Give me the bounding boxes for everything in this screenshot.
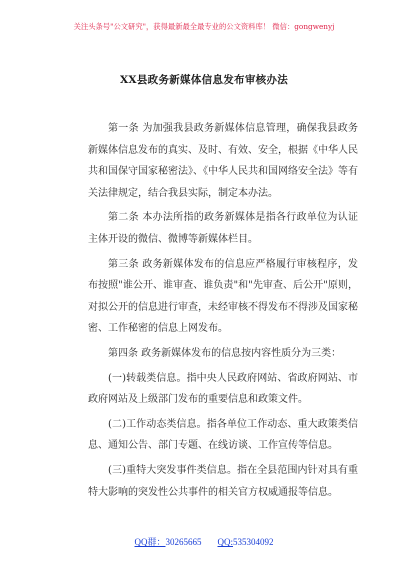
category-3-paragraph: (三)重特大突发事件类信息。指在全县范围内针对具有重特大影响的突发性公共事件的相关官方权威通报等信息。 xyxy=(88,464,358,498)
qq-group-number: 30265665 xyxy=(165,537,202,547)
document-body xyxy=(88,118,358,506)
article-2-paragraph: 第二条 本办法所指的政务新媒体是指各行政单位为认证主体开设的微信、微博等新媒体栏目。 xyxy=(88,212,358,245)
category-1-paragraph: (一)转载类信息。指中央人民政府网站、省政府网站、市政府网站及上级部门发布的重要信息和政策文件。 xyxy=(88,372,358,406)
qq-number: 535304092 xyxy=(233,537,274,547)
article-1-paragraph: 第一条 为加强我县政务新媒体信息管理，确保我县政务新媒体信息发布的真实、及时、有效、安全，根据《中华人民共和国保守国家秘密法》、《中华人民共和国网络安全法》等有关法律规定，结合我县实际，制定本办法。 xyxy=(88,123,358,199)
header-banner: 关注头条号"公文研究"，获得最新最全最专业的公文资料库！ 微信：gongwenyj xyxy=(73,22,335,31)
qq-group-label: QQ群： xyxy=(134,537,166,547)
document-title: XX县政务新媒体信息发布审核办法 xyxy=(119,74,289,86)
category-2-paragraph: (二)工作动态类信息。指各单位工作动态、重大政策类信息、通知公告、部门专题、在线访谈、工作宣传等信息。 xyxy=(88,418,358,452)
article-4-paragraph: 第四条 政务新媒体发布的信息按内容性质分为三类： xyxy=(108,347,342,359)
article-3-paragraph: 第三条 政务新媒体发布的信息应严格履行审核程序，发布按照"谁公开、谁审查、谁负责"和"先审查、后公开"原则，对拟公开的信息进行审查，未经审核不得发布不得涉及国家秘密、工作秘密的信息上网发布。 xyxy=(88,258,358,335)
footer-contact xyxy=(0,535,408,548)
qq-label: QQ: xyxy=(217,537,233,547)
